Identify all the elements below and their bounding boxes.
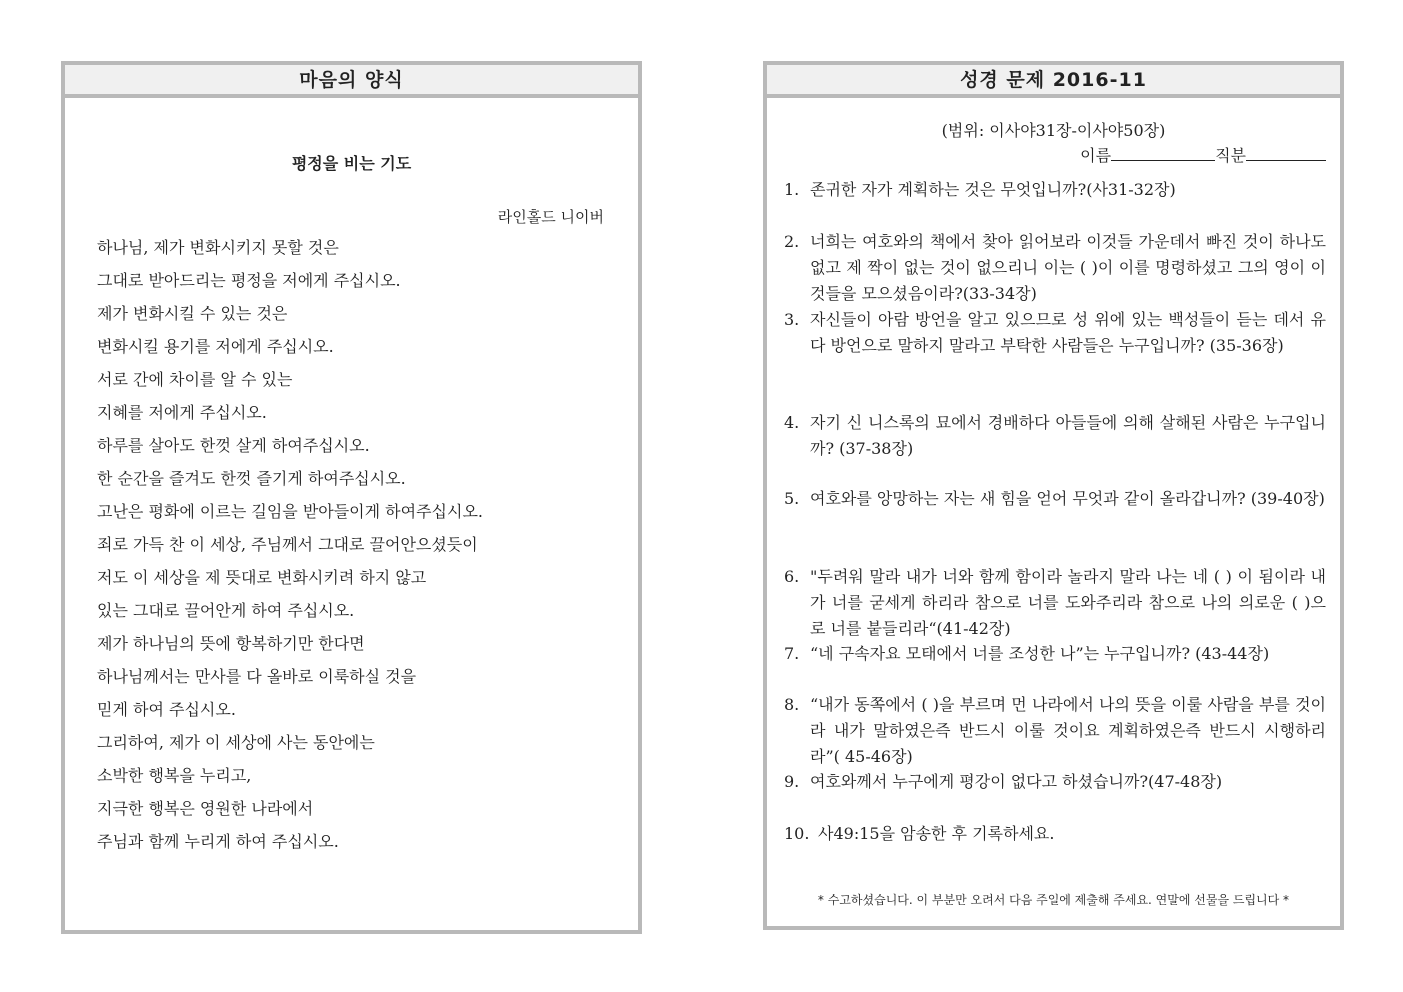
- question-text: “네 구속자요 모태에서 너를 조성한 나”는 누구입니까? (43-44장): [810, 644, 1270, 663]
- name-position-line: [1080, 143, 1326, 166]
- poem-title: 평정을 비는 기도: [291, 154, 412, 173]
- question-text: 너희는 여호와의 책에서 찾아 읽어보라 이것들 가운데서 빠진 것이 하나도 없고 제 짝이 없는 것이 없으리니 이는 ( )이 이를 명령하셨고 그의 영이 이것들을 모으셨음이라?(33-34장): [810, 232, 1326, 303]
- question-number: 6.: [784, 567, 800, 586]
- poem-line: 제가 변화시킬 수 있는 것은: [97, 304, 288, 323]
- question-text: "두려워 말라 내가 너와 함께 함이라 놀라지 말라 나는 네 ( ) 이 됨이라 내가 너를 굳세게 하리라 참으로 너를 도와주리라 참으로 나의 의로운 ( )으로 너를 붙들리라“(41-42장): [810, 567, 1326, 638]
- question-text: 자기 신 니스록의 묘에서 경배하다 아들들에 의해 살해된 사람은 누구입니까? (37-38장): [810, 413, 1326, 458]
- question-1: [784, 177, 1326, 203]
- question-8: [784, 692, 1326, 770]
- poem-line: 지극한 행복은 영원한 나라에서: [97, 799, 314, 818]
- poem-line: 저도 이 세상을 제 뜻대로 변화시키려 하지 않고: [97, 568, 427, 587]
- poem-line: 소박한 행복을 누리고,: [97, 766, 252, 785]
- meditation-header: 마음의 양식: [65, 65, 638, 98]
- question-7: [784, 641, 1326, 667]
- meditation-panel: [61, 61, 642, 934]
- question-text: 존귀한 자가 계획하는 것은 무엇입니까?(사31-32장): [810, 180, 1176, 199]
- question-9: [784, 769, 1326, 795]
- question-4: [784, 410, 1326, 462]
- bible-quiz-panel: [763, 61, 1344, 930]
- question-text: 자신들이 아람 방언을 알고 있으므로 성 위에 있는 백성들이 듣는 데서 유다 방언으로 말하지 말라고 부탁한 사람들은 누구입니까? (35-36장): [810, 310, 1326, 355]
- question-text: 여호와께서 누구에게 평강이 없다고 하셨습니까?(47-48장): [810, 772, 1223, 791]
- question-10: [784, 821, 1326, 847]
- poem-line: 하나님, 제가 변화시키지 못할 것은: [97, 238, 339, 257]
- poem-body: [97, 231, 627, 858]
- poem-line: 주님과 함께 누리게 하여 주십시오.: [97, 832, 339, 851]
- footer-note: * 수고하셨습니다. 이 부분만 오려서 다음 주일에 제출해 주세요. 연말에 선물을 드립니다 *: [817, 893, 1290, 907]
- poem-line: 그대로 받아드리는 평정을 저에게 주십시오.: [97, 271, 401, 290]
- question-3: [784, 307, 1326, 359]
- poem-line: 하루를 살아도 한껏 살게 하여주십시오.: [97, 436, 370, 455]
- question-5: [784, 486, 1326, 512]
- poem-line: 하나님께서는 만사를 다 올바로 이룩하실 것을: [97, 667, 417, 686]
- poem-line: 서로 간에 차이를 알 수 있는: [97, 370, 293, 389]
- poem-line: 믿게 하여 주십시오.: [97, 700, 236, 719]
- question-number: 5.: [784, 489, 800, 508]
- poem-line: 지혜를 저에게 주십시오.: [97, 403, 267, 422]
- question-6: [784, 564, 1326, 642]
- name-label: 이름: [1080, 146, 1112, 165]
- name-blank[interactable]: [1111, 144, 1215, 161]
- question-number: 3.: [784, 310, 800, 329]
- question-text: “내가 동쪽에서 ( )을 부르며 먼 나라에서 나의 뜻을 이룰 사람을 부를 것이라 내가 말하였은즉 반드시 이룰 것이요 계획하였은즉 반드시 시행하리라”( 45-46장): [810, 695, 1326, 766]
- position-blank[interactable]: [1246, 144, 1326, 161]
- poem-line: 그리하여, 제가 이 세상에 사는 동안에는: [97, 733, 375, 752]
- question-text: 여호와를 앙망하는 자는 새 힘을 얻어 무엇과 같이 올라갑니까? (39-40장): [810, 489, 1325, 508]
- question-text: 사49:15을 암송한 후 기록하세요.: [818, 824, 1055, 843]
- poem-line: 있는 그대로 끌어안게 하여 주십시오.: [97, 601, 355, 620]
- poem-line: 제가 하나님의 뜻에 항복하기만 한다면: [97, 634, 365, 653]
- position-label: 직분: [1215, 146, 1246, 165]
- poem-line: 변화시킬 용기를 저에게 주십시오.: [97, 337, 334, 356]
- question-number: 1.: [784, 180, 800, 199]
- question-number: 8.: [784, 695, 800, 714]
- question-2: [784, 229, 1326, 307]
- poem-author: 라인홀드 니이버: [497, 208, 604, 226]
- poem-line: 한 순간을 즐겨도 한껏 즐기게 하여주십시오.: [97, 469, 406, 488]
- poem-line: 고난은 평화에 이르는 길임을 받아들이게 하여주십시오.: [97, 502, 484, 521]
- question-number: 2.: [784, 232, 800, 251]
- question-number: 7.: [784, 644, 800, 663]
- question-number: 10.: [784, 824, 810, 843]
- question-number: 4.: [784, 413, 800, 432]
- quiz-range: (범위: 이사야31장-이사야50장): [941, 121, 1166, 140]
- quiz-header: 성경 문제 2016-11: [767, 65, 1340, 98]
- question-number: 9.: [784, 772, 800, 791]
- poem-line: 죄로 가득 찬 이 세상, 주님께서 그대로 끌어안으셨듯이: [97, 535, 478, 554]
